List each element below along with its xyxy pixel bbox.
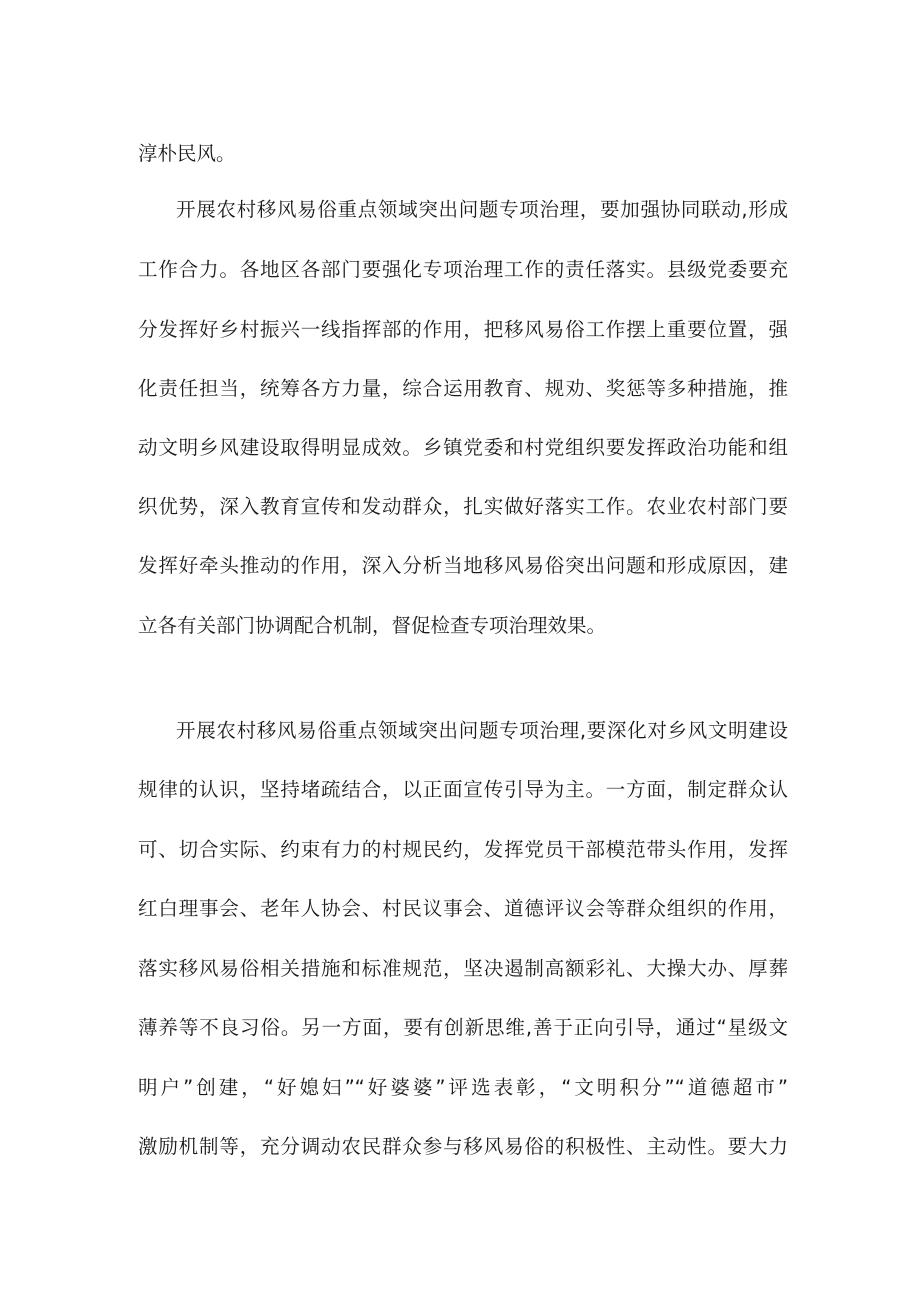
paragraph-line: 化责任担当，统筹各方力量，综合运用教育、规劝、奖惩等多种措施，推 — [138, 377, 788, 400]
paragraph-line: 规律的认识，坚持堵疏结合，以正面宣传引导为主。一方面，制定群众认 — [138, 778, 788, 801]
paragraph-line: 分发挥好乡村振兴一线指挥部的作用，把移风易俗工作摆上重要位置，强 — [138, 318, 788, 341]
paragraph-line: 薄养等不良习俗。另一方面，要有创新思维,善于正向引导，通过“星级文 — [138, 1016, 788, 1039]
paragraph-line: 织优势，深入教育宣传和发动群众，扎实做好落实工作。农业农村部门要 — [138, 495, 788, 518]
paragraph-line: 开展农村移风易俗重点领域突出问题专项治理,要深化对乡风文明建设 — [176, 719, 788, 742]
paragraph-line: 可、切合实际、约束有力的村规民约，发挥党员干部模范带头作用，发挥 — [138, 838, 788, 861]
paragraph-line: 开展农村移风易俗重点领域突出问题专项治理，要加强协同联动,形成 — [176, 198, 788, 221]
paragraph-line: 立各有关部门协调配合机制，督促检查专项治理效果。 — [138, 614, 607, 637]
fragment-line: 淳朴民风。 — [138, 142, 236, 165]
paragraph-line: 动文明乡风建设取得明显成效。乡镇党委和村党组织要发挥政治功能和组 — [138, 436, 788, 459]
paragraph-line: 明户”创建，“好媳妇”“好婆婆”评选表彰，“文明积分”“道德超市” — [138, 1076, 788, 1099]
paragraph-line: 工作合力。各地区各部门要强化专项治理工作的责任落实。县级党委要充 — [138, 258, 788, 281]
paragraph-line: 落实移风易俗相关措施和标准规范，坚决遏制高额彩礼、大操大办、厚葬 — [138, 957, 788, 980]
paragraph-line: 红白理事会、老年人协会、村民议事会、道德评议会等群众组织的作用， — [138, 897, 788, 920]
paragraph-line: 激励机制等，充分调动农民群众参与移风易俗的积极性、主动性。要大力 — [138, 1135, 788, 1158]
paragraph-line: 发挥好牵头推动的作用，深入分析当地移风易俗突出问题和形成原因，建 — [138, 554, 788, 577]
